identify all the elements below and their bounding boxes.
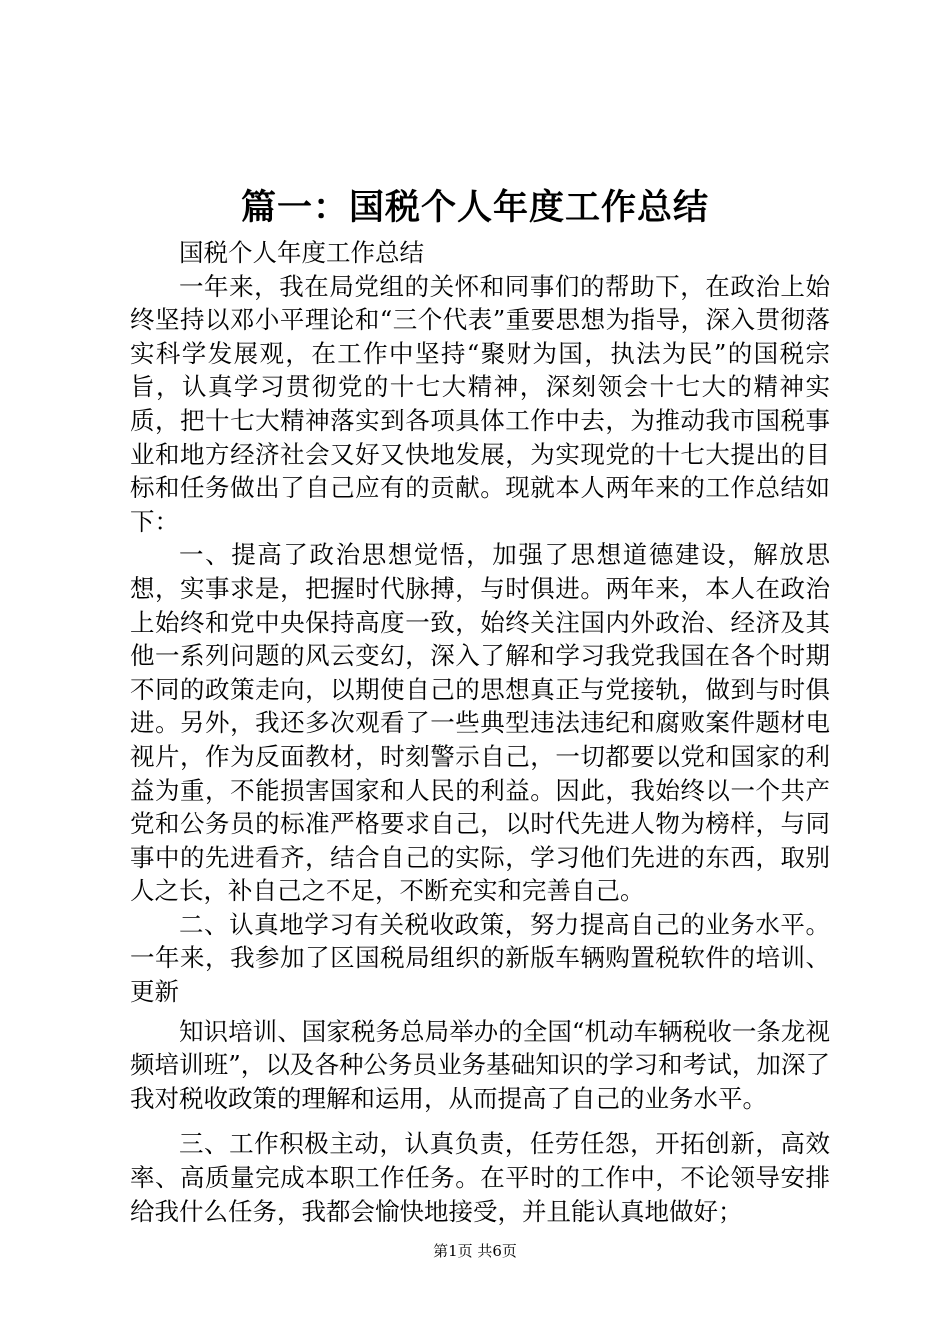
- document-body: [130, 236, 830, 1228]
- paragraph-section-three: 三、工作积极主动，认真负责，任劳任怨，开拓创新，高效率、高质量完成本职工作任务。在平时的工作中，不论领导安排给我什么任务，我都会愉快地接受，并且能认真地做好；: [130, 1129, 830, 1226]
- paragraph-section-two-continued: 知识培训、国家税务总局举办的全国“机动车辆税收一条龙视频培训班”，以及各种公务员业务基础知识的学习和考试，加深了我对税收政策的理解和运用，从而提高了自己的业务水平。: [130, 1016, 830, 1113]
- document-title: 篇一：国税个人年度工作总结: [240, 187, 709, 228]
- paragraph-section-one: 一、提高了政治思想觉悟，加强了思想道德建设，解放思想，实事求是，把握时代脉搏，与时俱进。两年来，本人在政治上始终和党中央保持高度一致，始终关注国内外政治、经济及其他一系列问题的风云变幻，深入了解和学习我党我国在各个时期不同的政策走向，以期使自己的思想真正与党接轨，做到与时俱进。另外，我还多次观看了一些典型违法违纪和腐败案件题材电视片，作为反面教材，时刻警示自己，一切都要以党和国家的利益为重，不能损害国家和人民的利益。因此，我始终以一个共产党和公务员的标准严格要求自己，以时代先进人物为榜样，与同事中的先进看齐，结合自己的实际，学习他们先进的东西，取别人之长，补自己之不足，不断充实和完善自己。: [130, 540, 830, 906]
- paragraph-section-two: 二、认真地学习有关税收政策，努力提高自己的业务水平。一年来，我参加了区国税局组织的新版车辆购置税软件的培训、更新: [130, 909, 830, 1007]
- page-footer: 第1页 共6页: [433, 1242, 517, 1260]
- paragraph-intro: 一年来，我在局党组的关怀和同事们的帮助下，在政治上始终坚持以邓小平理论和“三个代表”重要思想为指导，深入贯彻落实科学发展观，在工作中坚持“聚财为国，执法为民”的国税宗旨，认真学习贯彻党的十七大精神，深刻领会十七大的精神实质，把十七大精神落实到各项具体工作中去，为推动我市国税事业和地方经济社会又好又快地发展，为实现党的十七大提出的目标和任务做出了自己应有的贡献。现就本人两年来的工作总结如下：: [130, 271, 830, 536]
- paragraph-subtitle: 国税个人年度工作总结: [179, 238, 424, 267]
